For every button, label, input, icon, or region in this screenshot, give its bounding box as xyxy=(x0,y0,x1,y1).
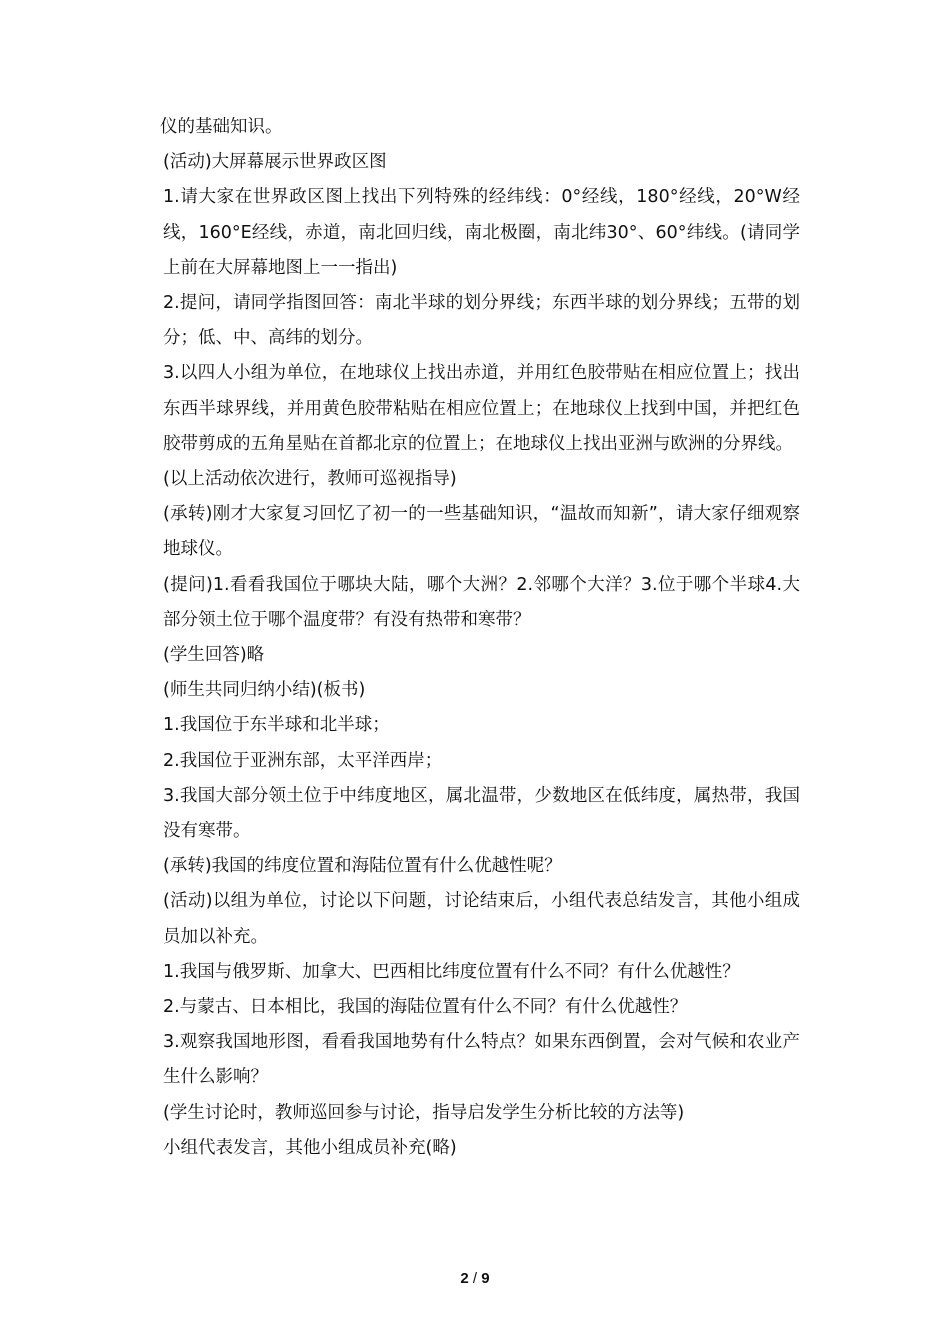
paragraph: 1.我国与俄罗斯、加拿大、巴西相比纬度位置有什么不同？有什么优越性？ xyxy=(163,961,740,982)
paragraph: (活动)大屏幕展示世界政区图 xyxy=(163,152,387,173)
paragraph: (以上活动依次进行，教师可巡视指导) xyxy=(163,469,457,490)
paragraph: (承转)刚才大家复习回忆了初一的一些基础知识，“温故而知新”，请大家仔细观察地球仪。 xyxy=(163,504,800,560)
paragraph: (提问)1.看看我国位于哪块大陆，哪个大洲？2.邻哪个大洋？3.位于哪个半球4.大部分领土位于哪个温度带？有没有热带和寒带？ xyxy=(163,574,800,630)
paragraph: 2.提问，请同学指图回答：南北半球的划分界线；东西半球的划分界线；五带的划分；低、中、高纬的划分。 xyxy=(163,293,800,349)
paragraph: 仪的基础知识。 xyxy=(160,117,283,137)
paragraph: 3.我国大部分领土位于中纬度地区，属北温带，少数地区在低纬度，属热带，我国没有寒带。 xyxy=(163,785,800,842)
paragraph: 2.与蒙古、日本相比，我国的海陆位置有什么不同？有什么优越性？ xyxy=(163,997,688,1018)
paragraph: 1.我国位于东半球和北半球； xyxy=(163,715,390,736)
paragraph: (学生回答)略 xyxy=(163,645,265,666)
paragraph: (承转)我国的纬度位置和海陆位置有什么优越性呢？ xyxy=(163,856,562,877)
paragraph: (学生讨论时，教师巡回参与讨论，指导启发学生分析比较的方法等) xyxy=(163,1102,685,1123)
paragraph: (活动)以组为单位，讨论以下问题，讨论结束后，小组代表总结发言，其他小组成员加以补充。 xyxy=(163,891,800,947)
paragraph: 3.以四人小组为单位，在地球仪上找出赤道，并用红色胶带贴在相应位置上；找出东西半球界线，并用黄色胶带粘贴在相应位置上；在地球仪上找到中国，并把红色胶带剪成的五角星贴在首都北京的位置上；在地球仪上找出亚洲与欧洲的分界线。 xyxy=(163,363,800,454)
paragraph: (师生共同归纳小结)(板书) xyxy=(163,680,366,701)
paragraph: 2.我国位于亚洲东部，太平洋西岸； xyxy=(163,750,443,771)
page-current: 2 xyxy=(460,1270,469,1287)
paragraph: 小组代表发言，其他小组成员补充(略) xyxy=(163,1137,457,1158)
paragraph: 3.观察我国地形图，看看我国地势有什么特点？如果东西倒置，会对气候和农业产生什么影响？ xyxy=(163,1032,800,1088)
page-total: 9 xyxy=(481,1270,490,1287)
document-body xyxy=(160,110,800,1166)
page-number-footer xyxy=(0,1270,950,1287)
page-separator: / xyxy=(472,1270,478,1287)
paragraph: 1.请大家在世界政区图上找出下列特殊的经纬线：0°经线，180°经线，20°W经线，160°E经线，赤道，南北回归线，南北极圈，南北纬30°、60°纬线。(请同学上前在大屏幕地图上一一指出) xyxy=(163,187,800,278)
